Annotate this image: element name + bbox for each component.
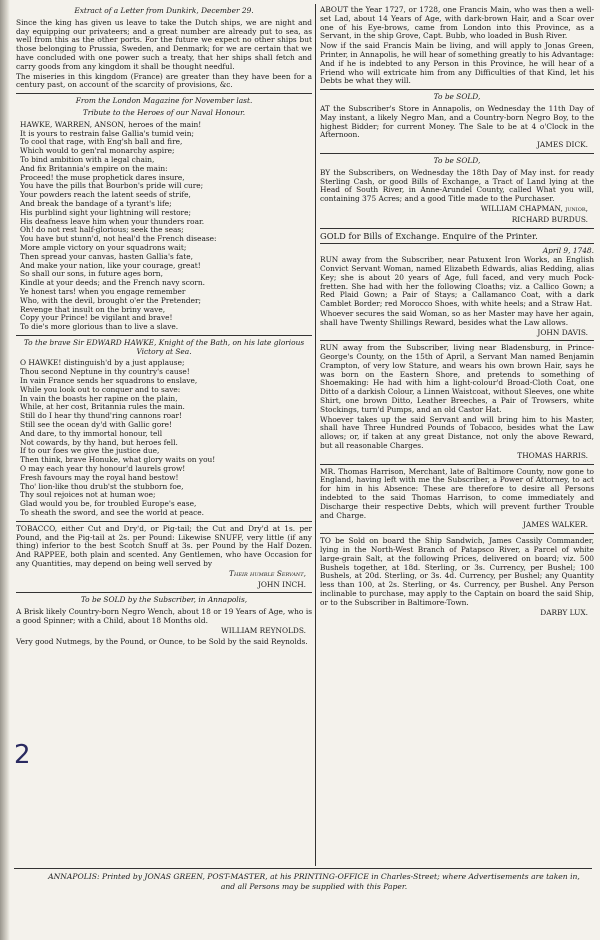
poem-line: O HAWKE! distinguish'd by a just applause;: [20, 358, 185, 368]
francis-main-paragraph-2: Now if the said Francis Main be living, and will apply to Jonas Green, Printer, in Annapolis, he will hear of something greatly to his Advantage: And if he is indebted to any Person in this Province, he will hear of a Friend who will extricate him from any Difficulties of that Kind, let his Debts be what they will.: [320, 41, 594, 86]
london-magazine-heading: From the London Magazine for November last.: [75, 96, 253, 106]
reynolds-signature: WILLIAM REYNOLDS.: [221, 625, 306, 635]
poem-line: Who, with the devil, brought o'er the Pretender;: [20, 295, 202, 305]
dick-advertisement: AT the Subscriber's Store in Annapolis, on Wednesday the 11th Day of May instant, a likely Negro Man, and a Country-born Negro Boy, to the highest Bidder; for current Money. The Sale to be at 4 o'Clock in the Afternoon.: [320, 103, 594, 140]
printer-colophon: ANNAPOLIS: Printed by JONAS GREEN, POST-MASTER, at his PRINTING-OFFICE in Charles-Street; where Advertisements are taken in, and all Persons may be supplied with this Paper.: [48, 872, 580, 891]
handwritten-margin-mark: 2: [14, 740, 31, 770]
reynolds-sale-body: A Brisk likely Country-born Negro Wench, about 18 or 19 Years of Age, who is a good Spinner; with a Child, about 18 Months old.: [16, 607, 312, 625]
poem-line: Not cowards, by thy hand, but heroes fell.: [20, 437, 178, 447]
to-be-sold-heading-1: To be SOLD,: [433, 92, 481, 102]
poem-line: Proceed! the muse prophetick dares insure,: [20, 172, 185, 182]
separator: [16, 592, 312, 593]
poem-line: His deafness leave him when your thunders roar.: [20, 216, 205, 226]
separator: [320, 243, 594, 244]
poem-line: Tho' lion-like thou drub'st the stubborn foe,: [20, 481, 184, 491]
reynolds-sale-heading: To be SOLD by the Subscriber, in Annapolis,: [80, 595, 248, 605]
poem-line: And make your nation, like your courage, great!: [20, 260, 201, 270]
separator: [16, 521, 312, 522]
separator: [320, 464, 594, 465]
left-column: [16, 6, 312, 647]
poem-line: Fresh favours may the royal hand bestow!: [20, 472, 179, 482]
nutmegs-notice: Very good Nutmegs, by the Pound, or Ounce, to be Sold by the said Reynolds.: [16, 636, 308, 646]
poem-line: In vain the boasts her rapine on the plain,: [20, 393, 178, 403]
harris-reward-paragraph: Whoever takes up the said Servant and will bring him to his Master, shall have Three Hundred Pounds of Tobacco, besides what the Law allows; or, if taken at any great Distance, not only the above Reward, but all reasonable Charges.: [320, 414, 594, 451]
poem-line: Revenge that insult on the briny wave,: [20, 304, 166, 314]
poem-line: Still see the ocean dy'd with Gallic gore!: [20, 420, 173, 430]
harris-signature: THOMAS HARRIS.: [517, 450, 588, 460]
chapman-advertisement: BY the Subscribers, on Wednesday the 18th Day of May inst. for ready Sterling Cash, or good Bills of Exchange, a Tract of Land lying at the Head of South River, in Anne-Arundel County, called What you will, containing 375 Acres; and a good Title made to the Purchaser.: [320, 167, 594, 204]
right-column: [320, 6, 594, 619]
poem-line: Then think, brave Honuke, what glory waits on you!: [20, 455, 216, 465]
davis-reward-paragraph: Whoever secures the said Woman, so as her Master may have her again, shall have Twenty Shillings Reward, besides what the Law allows.: [320, 308, 594, 327]
gold-notice: GOLD for Bills of Exchange. Enquire of the Printer.: [320, 230, 538, 241]
poem-line: To sheath the sword, and see the world at peace.: [20, 508, 204, 518]
dunkirk-paragraph-1: Since the king has given us leave to take the Dutch ships, we are night and day equipping our privateers; and a great number are already put to sea, as well from this as the other ports. For the future we expect no other ships but those belonging to Prussia, Sweden, and Denmark; for we are certain that we have concluded with one power such a treaty, that her ships shall fetch and carry goods from any kingdom it shall be thought needful.: [16, 17, 312, 71]
poem-line: It is yours to restrain false Gallia's tumid vein;: [20, 128, 195, 138]
lux-signature: DARBY LUX.: [540, 607, 588, 617]
poem-line: Oh! do not rest half-glorious; seek the seas;: [20, 225, 184, 235]
poem-line: To bind ambition with a legal chain,: [20, 154, 155, 164]
tribute-heading: Tribute to the Heroes of our Naval Honour.: [82, 107, 246, 117]
separator: [320, 89, 594, 90]
separator: [320, 228, 594, 229]
poem-line: His purblind sight your lightning will restore;: [20, 207, 191, 217]
hawke-poem: [16, 359, 312, 517]
dick-signature: JAMES DICK.: [536, 140, 588, 150]
poem-line: HAWKE, WARREN, ANSON, heroes of the main!: [20, 119, 202, 129]
poem-line: Still do I hear thy thund'ring cannons roar!: [20, 411, 183, 421]
chapman-signature-1: WILLIAM CHAPMAN, junior,: [480, 203, 588, 213]
salt-sale-advertisement: TO be Sold on board the Ship Sandwich, James Cassily Commander, lying in the North-West Branch of Patapsco River, a Parcel of white large-grain Salt, at the following Prices, delivered on board; viz. 500 Bushels together, at 18d. Sterling, or 3s. Currency, per Bushel; 100 Bushels, at 20d. Sterling, or 3s. 4d. Currency, per Bushel; any Quantity less than 100, at 2s. Sterling, or 4s. Currency, per Bushel. Any Person inclinable to purchase, may apply to the Captain on board the said Ship, or to the Subscriber in Baltimore-Town.: [320, 536, 594, 607]
chapman-signature-2: RICHARD BURDUS.: [511, 214, 588, 224]
separator: [320, 340, 594, 341]
francis-main-advertisement: ABOUT the Year 1727, or 1728, one Francis Main, who was then a well-set Lad, about 14 Years of Age, with dark-brown Hair, and a Scar over one of his Eye-brows, came from London into this Province, as a Servant, in the ship Grove, Capt. Bubb, who loaded in Bush River.: [320, 5, 594, 41]
poem-line: So shall our sons, in future ages born,: [20, 269, 163, 279]
poem-line: And break the bandage of a tyrant's life;: [20, 198, 172, 208]
poem-line: And dare, to thy immortal honour, tell: [20, 428, 163, 438]
poem-line: O may each year thy honour'd laurels grow!: [20, 464, 186, 474]
poem-line: Kindle at your deeds; and the French navy scorn.: [20, 278, 205, 288]
to-be-sold-heading-2: To be SOLD,: [433, 155, 481, 165]
poem-line: You have the pills that Bourbon's pride will cure;: [20, 181, 204, 191]
poem-line: More ample victory on your squadrons wait;: [20, 242, 187, 252]
page-gutter-shadow: [0, 0, 10, 940]
walker-signature: JAMES WALKER.: [523, 520, 588, 530]
tobacco-signature-line: Their humble Servant,: [229, 568, 306, 578]
poem-line: While you look out to conquer and to save:: [20, 384, 181, 394]
poem-line: Your powders reach the latent seeds of strife,: [20, 190, 191, 200]
separator: [320, 153, 594, 154]
poem-line: Thy soul rejoices not at human woe;: [20, 490, 156, 500]
separator: [16, 93, 312, 94]
poem-line: Glad would you be, for troubled Europe's ease,: [20, 499, 197, 509]
poem-line: Ye honest tars! when you engage remember: [20, 286, 186, 296]
column-divider: [315, 4, 316, 866]
poem-line: In vain France sends her squadrons to enslave,: [20, 376, 198, 386]
tobacco-signature-name: JOHN INCH.: [257, 579, 306, 589]
walker-notice: MR. Thomas Harrison, Merchant, late of Baltimore County, now gone to England, having left with me the Subscriber, a Power of Attorney, to act for him in his Absence: These are therefore to desire all Persons indebted to the said Thomas Harrison, to come immediately and Discharge their respective Debts, which will prevent further Trouble and Charge.: [320, 466, 594, 520]
davis-signature: JOHN DAVIS.: [537, 327, 588, 337]
footer-rule: [14, 868, 592, 869]
poem-line: Thou second Neptune in thy country's cause!: [20, 367, 190, 377]
separator: [16, 335, 312, 336]
separator: [320, 533, 594, 534]
naval-poem: [16, 121, 312, 332]
harris-runaway-advertisement: RUN away from the Subscriber, living near Bladensburg, in Prince-George's County, on the 15th of April, a Servant Man named Benjamin Crampton, of very low Stature, and wears his own brown Hair, says he was born on the Eastern Shore, and pretends to something of Shoemaking: He had with him a light-colour'd Broad-Cloth Coat, one Ditto of a darkish Colour, a Linnen Waistcoat, without Sleeves, one white Shirt, one brown Ditto, Leather Breeches, a Pair of Trowsers, white Stockings, turn'd Pumps, and an old Castor Hat.: [320, 343, 594, 414]
poem-line: If to our foes we give the justice due,: [20, 446, 160, 456]
poem-line: To cool that rage, with Eng'sh ball and fire,: [20, 137, 183, 147]
dunkirk-heading: Extract of a Letter from Dunkirk, December 29.: [74, 6, 254, 15]
runaway-date: April 9, 1748.: [542, 246, 594, 256]
dunkirk-paragraph-2: The miseries in this kingdom (France) are greater than they have been for a century past, on account of the scarcity of provisions, &c.: [16, 71, 312, 90]
tobacco-advertisement: TOBACCO, either Cut and Dry'd, or Pig-tail; the Cut and Dry'd at 1s. per Pound, and the Pig-tail at 2s. per Pound: Likewise SNUFF, very little (if any thing) inferior to the best Scotch Snuff at 3s. per Pound by the Half Dozen. And RAPPEE, both plain and scented. Any Gentlemen, who have Occasion for any Quantities, may depend on being well served by: [16, 523, 312, 569]
poem-line: Copy your Prince! be vigilant and brave!: [20, 313, 173, 323]
poem-line: Which would to gen'ral monarchy aspire;: [20, 146, 175, 156]
poem-line: While, at her cost, Britannia rules the main.: [20, 402, 185, 412]
poem-line: To die's more glorious than to live a slave.: [20, 322, 179, 332]
hawke-poem-heading: To the brave Sir EDWARD HAWKE, Knight of the Bath, on his late glorious Victory at Sea.: [23, 337, 305, 356]
poem-line: Then spread your canvas, hasten Gallia's fate,: [20, 251, 193, 261]
poem-line: You have but stunn'd, not heal'd the French disease:: [20, 234, 217, 244]
poem-line: And fix Britannia's empire on the main:: [20, 163, 168, 173]
davis-runaway-advertisement: RUN away from the Subscriber, near Patuxent Iron Works, an English Convict Servant Woman, named Elizabeth Edwards, alias Redding, alias Key; she is about 20 years of Age, full faced, and very much Pock-fretten. She had with her the following Cloaths; viz. a Callico Gown; a Red Plaid Gown; a Pair of Stays; a Callamanco Coat, with a dark Camblet Border; red Morocco Shoes, with white heels; and a Straw Hat.: [320, 255, 594, 309]
